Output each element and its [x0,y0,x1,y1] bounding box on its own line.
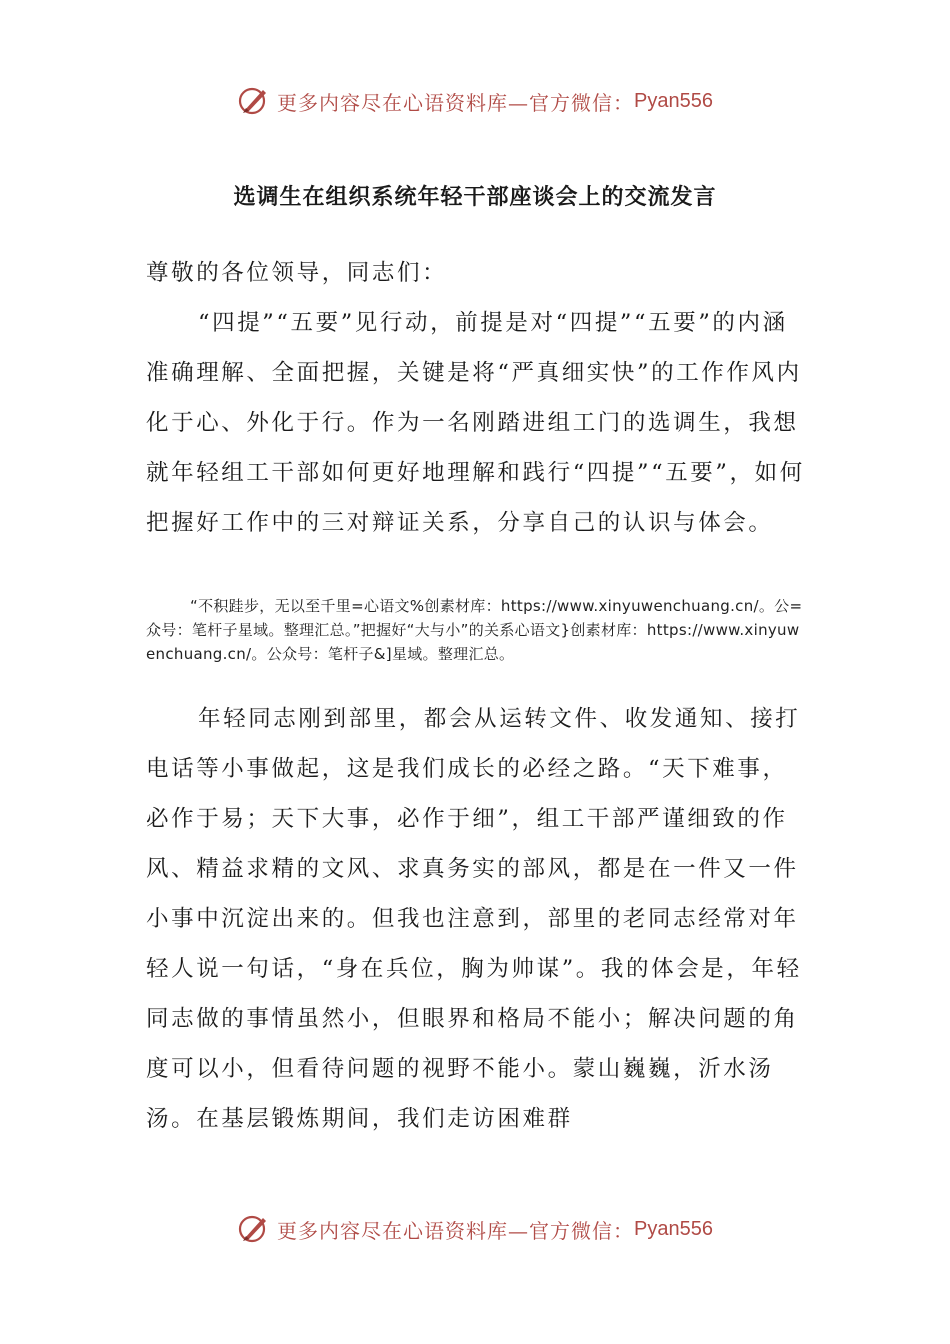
quill-pen-seal-icon [237,1212,271,1246]
banner-text: 更多内容尽在心语资料库—官方微信： [277,90,635,115]
header-banner [0,84,950,118]
banner-text: 更多内容尽在心语资料库—官方微信： [277,1218,635,1243]
banner-wechat-id: Pyan556 [634,89,713,112]
footer-banner [0,1212,950,1246]
document-title: 选调生在组织系统年轻干部座谈会上的交流发言 [233,185,717,210]
small-note: “不积跬步，无以至千里=心语文%创素材库：https://www.xinyuwenchuang.cn/。公=众号：笔杆子星域。整理汇总。”把握好“大与小”的关系心语文}创素材库：https://www.xinyuwenchuang.cn/。公众号：笔杆子&]星域。整理汇总。 [146,597,803,663]
quill-pen-seal-icon [237,84,271,118]
paragraph-1-block [146,298,806,548]
greeting: 尊敬的各位领导，同志们： [146,260,448,286]
greeting-block [146,248,806,298]
paragraph-2-block [146,694,806,1144]
banner-wechat-id: Pyan556 [634,1217,713,1240]
paragraph-2: 年轻同志刚到部里，都会从运转文件、收发通知、接打电话等小事做起，这是我们成长的必经之路。“天下难事，必作于易；天下大事，必作于细”，组工干部严谨细致的作风、精益求精的文风、求真务实的部风，都是在一件又一件小事中沉淀出来的。但我也注意到，部里的老同志经常对年轻人说一句话，“身在兵位，胸为帅谋”。我的体会是，年轻同志做的事情虽然小，但眼界和格局不能小；解决问题的角度可以小，但看待问题的视野不能小。蒙山巍巍，沂水汤汤。在基层锻炼期间，我们走访困难群 [146,706,802,1132]
paragraph-1: “四提”“五要”见行动，前提是对“四提”“五要”的内涵准确理解、全面把握，关键是将“严真细实快”的工作作风内化于心、外化于行。作为一名刚踏进组工门的选调生，我想就年轻组工干部如何更好地理解和践行“四提”“五要”，如何把握好工作中的三对辩证关系，分享自己的认识与体会。 [146,310,805,536]
